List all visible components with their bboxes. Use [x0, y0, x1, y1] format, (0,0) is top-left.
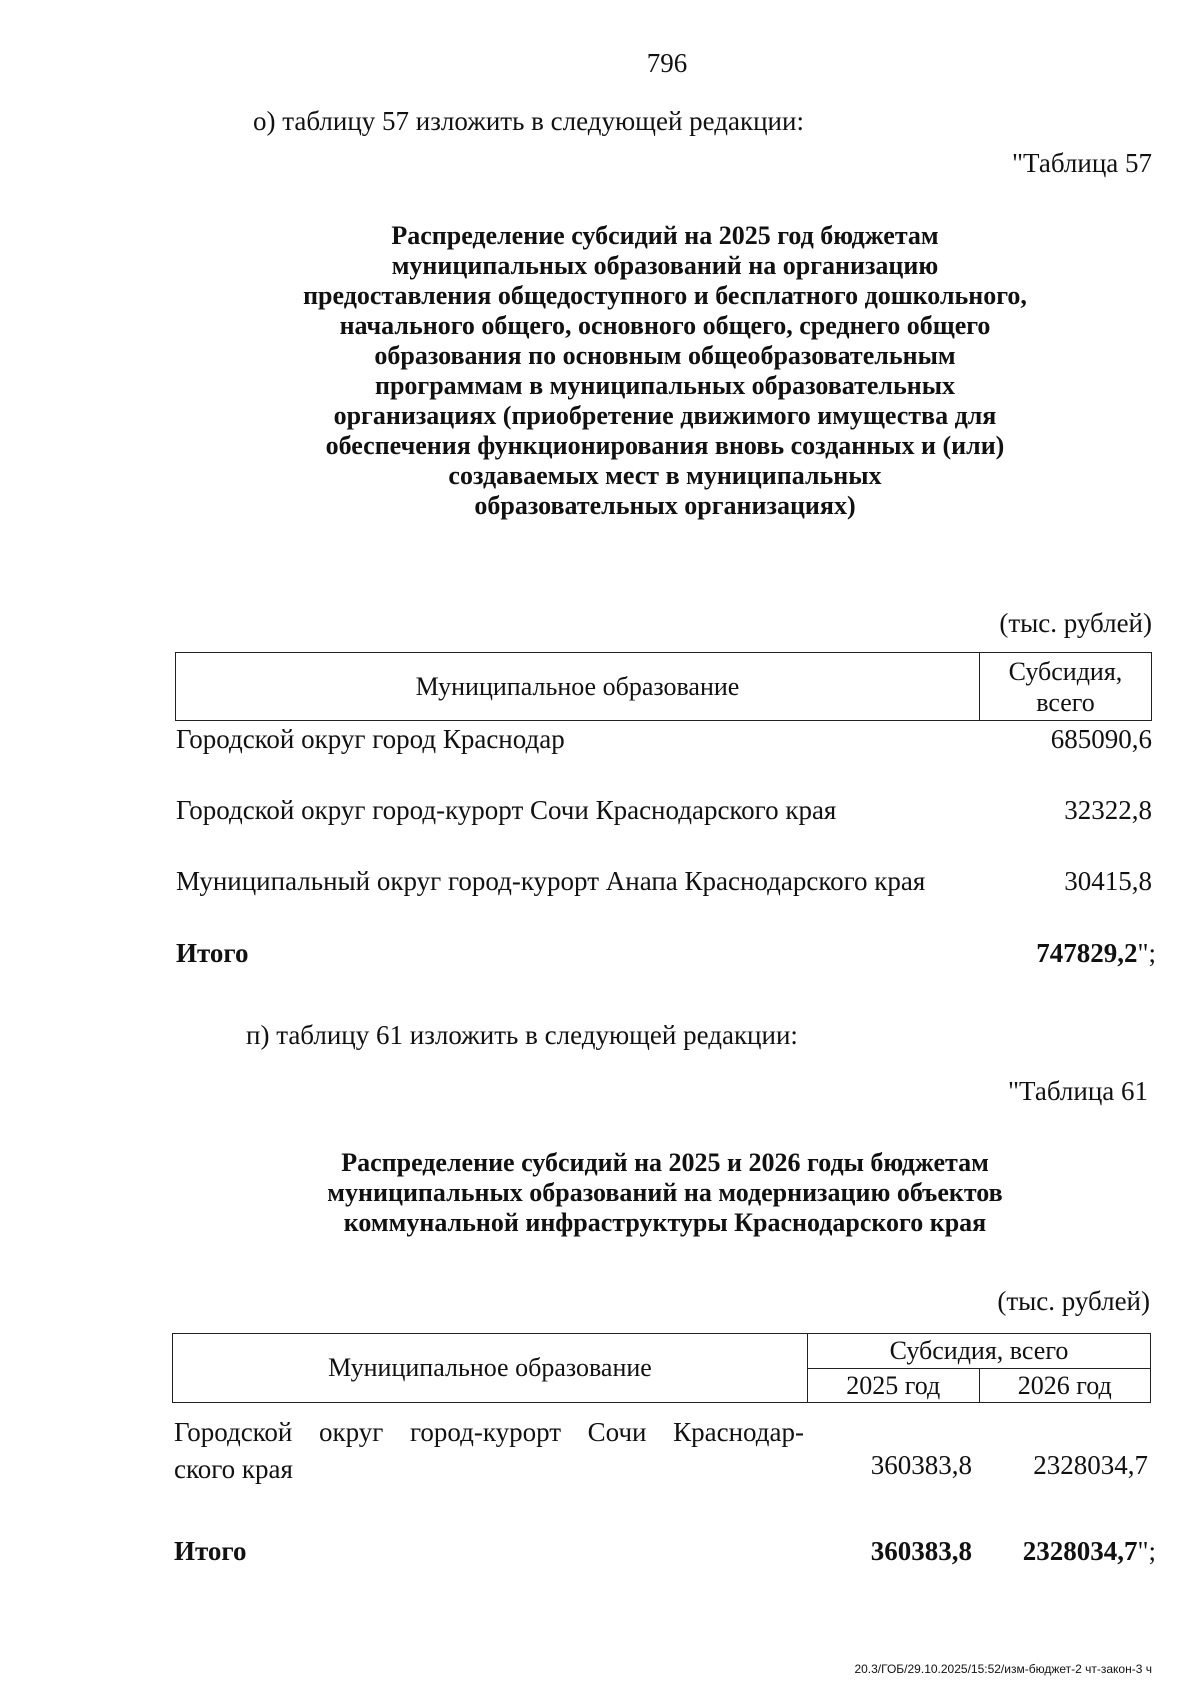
header-year-2026: 2026 год: [979, 1369, 1151, 1402]
title-line: коммунальной инфраструктуры Краснодарского края: [343, 1208, 987, 1237]
header-subsidy-line2: всего: [1036, 687, 1095, 717]
total-value: 747829,2: [1036, 938, 1138, 968]
instruction-p: п) таблицу 61 изложить в следующей редакции:: [246, 1020, 798, 1050]
table-61-label: "Таблица 61: [1008, 1076, 1148, 1106]
total-value-2026: 2328034,7: [1022, 1536, 1138, 1566]
total-suffix: ";: [1137, 1536, 1156, 1566]
row-name-word: Сочи: [587, 1417, 647, 1447]
row-name-word: Краснодар-: [673, 1417, 804, 1447]
title-line: муниципальных образований на модернизацию объектов: [327, 1178, 1003, 1207]
total-label: Итого: [176, 938, 249, 968]
title-line: Распределение субсидий на 2025 год бюджетам: [391, 221, 939, 250]
table-57-label: "Таблица 57: [1012, 148, 1152, 178]
title-line: предоставления общедоступного и бесплатного дошкольного,: [303, 281, 1027, 310]
table-row-name: Муниципальный округ город-курорт Анапа Краснодарского края: [176, 866, 926, 896]
total-suffix: ";: [1137, 938, 1156, 968]
instruction-o: о) таблицу 57 изложить в следующей редакции:: [253, 106, 804, 136]
header-years: [808, 1369, 1150, 1402]
title-line: организациях (приобретение движимого имущества для: [333, 401, 997, 430]
document-footer: 20.3/ГОБ/29.10.2025/15:52/изм-бюджет-2 чт-закон-3 ч: [854, 1662, 1152, 1676]
title-line: обеспечения функционирования вновь созданных и (или): [325, 431, 1005, 460]
table-row-name: Городской округ город-курорт Сочи Краснодарского края: [176, 795, 837, 825]
total-row-2026: [1023, 1536, 1156, 1567]
row-name-line2: ского края: [174, 1454, 293, 1484]
header-col-municipality: Муниципальное образование: [173, 1334, 808, 1402]
row-value-2025: 360383,8: [870, 1450, 972, 1480]
total-label: Итого: [174, 1536, 247, 1566]
table-57-title: [180, 221, 1150, 521]
header-col-subsidy: [980, 653, 1151, 720]
units-label: (тыс. рублей): [999, 608, 1152, 638]
table-61-title: [180, 1148, 1150, 1238]
row-name-line1: [174, 1414, 804, 1451]
row-name-word: округ: [319, 1417, 384, 1447]
header-year-2025: 2025 год: [846, 1370, 941, 1400]
row-name-word: город-курорт: [409, 1417, 562, 1447]
header-col-subsidy-group: [808, 1334, 1150, 1402]
table-61-header: [172, 1333, 1151, 1403]
units-label: (тыс. рублей): [997, 1286, 1150, 1316]
table-row-value: 32322,8: [1064, 795, 1152, 825]
table-row-value: 685090,6: [1050, 724, 1152, 754]
table-row-name: Городской округ город Краснодар: [176, 724, 565, 754]
header-col-municipality: Муниципальное образование: [176, 653, 980, 720]
title-line: создаваемых мест в муниципальных: [448, 461, 882, 490]
table-row-name: [174, 1414, 804, 1488]
title-line: начального общего, основного общего, среднего общего: [339, 311, 991, 340]
title-line: программам в муниципальных образовательных: [374, 371, 956, 400]
row-value-2026: 2328034,7: [1033, 1450, 1148, 1480]
title-line: муниципальных образований на организацию: [391, 251, 939, 280]
table-57-header: [175, 652, 1152, 721]
row-name-word: Городской: [174, 1417, 293, 1447]
header-col-subsidy: Субсидия, всего: [808, 1334, 1150, 1369]
total-value-2025: 360383,8: [870, 1536, 972, 1566]
table-row-value: 30415,8: [1064, 866, 1152, 896]
page-number: 796: [646, 48, 688, 78]
title-line: образования по основным общеобразовательным: [374, 341, 956, 370]
title-line: образовательных организациях): [474, 491, 856, 520]
total-row: [1036, 938, 1156, 969]
title-line: Распределение субсидий на 2025 и 2026 годы бюджетам: [341, 1148, 989, 1177]
header-subsidy-line1: Субсидия,: [1008, 656, 1123, 686]
